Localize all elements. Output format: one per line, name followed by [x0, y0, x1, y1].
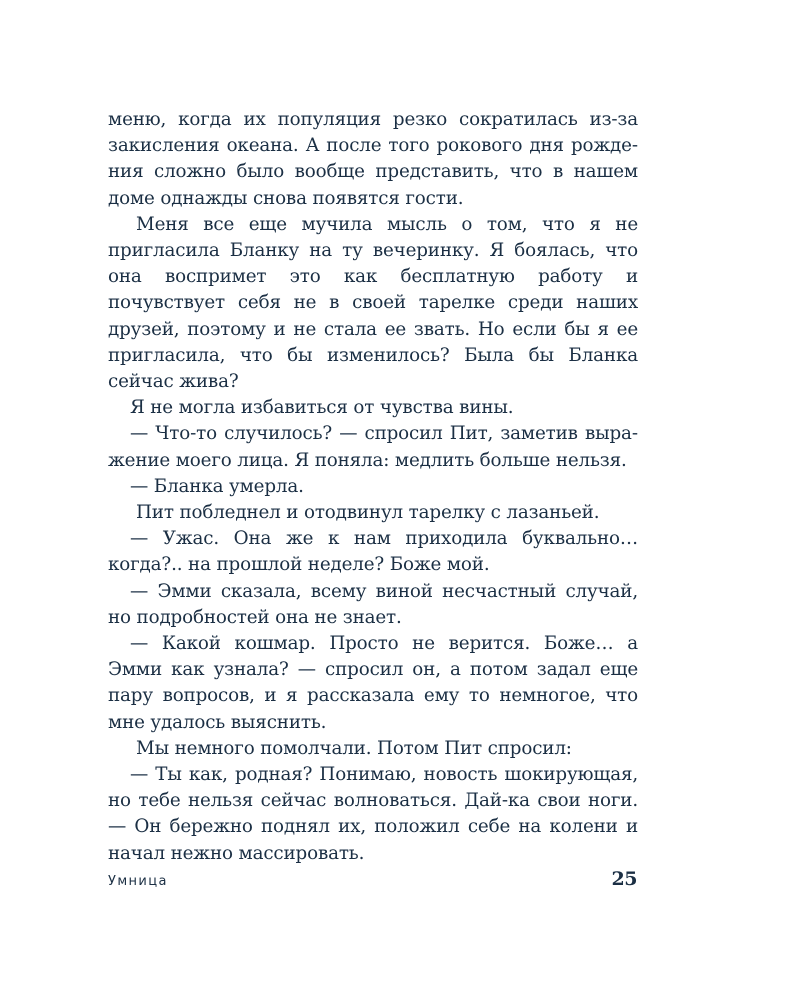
- paragraph: — Что-то случилось? — спросил Пит, заметив выражение моего лица. Я поняла: медлить больше нельзя.: [108, 423, 638, 471]
- body-text: [108, 107, 638, 867]
- paragraph: Меня все еще мучила мысль о том, что я не пригласила Бланку на ту вечеринку. Я боялась, что она воспримет это как бесплатную работу и почувствует себя не в своей тарелке среди наших друзей, поэтому и не стала ее звать. Но если бы я ее пригласила, что бы изменилось? Была бы Бланка сейчас жива?: [108, 213, 638, 393]
- paragraph: Я не могла избавиться от чувства вины.: [130, 397, 514, 419]
- paragraph: — Ужас. Она же к нам приходила буквально… когда?.. на прошлой неделе? Боже мой.: [108, 528, 638, 576]
- running-footer-title: Умница: [108, 874, 168, 889]
- paragraph: — Бланка умерла.: [130, 475, 304, 497]
- paragraph: — Какой кошмар. Просто не верится. Боже… а Эмми как узнала? — спросил он, а потом задал еще пару вопросов, и я рассказала ему то немногое, что мне удалось выяснить.: [108, 633, 638, 733]
- paragraph: меню, когда их популяция резко сократилась из-за закисления океана. А после того рокового дня рождения сложно было вообще представить, что в нашем доме однажды снова появятся гости.: [108, 109, 638, 209]
- paragraph: Пит побледнел и отодвинул тарелку с лазаньей.: [136, 502, 600, 524]
- paragraph: — Ты как, родная? Понимаю, новость шокирующая, но тебе нельзя сейчас волноваться. Дай-ка свои ноги. — Он бережно поднял их, положил себе на колени и начал нежно массировать.: [108, 764, 638, 864]
- page-number: 25: [611, 868, 637, 890]
- paragraph: — Эмми сказала, всему виной несчастный случай, но подробностей она не знает.: [108, 580, 638, 628]
- paragraph: Мы немного помолчали. Потом Пит спросил:: [136, 737, 572, 759]
